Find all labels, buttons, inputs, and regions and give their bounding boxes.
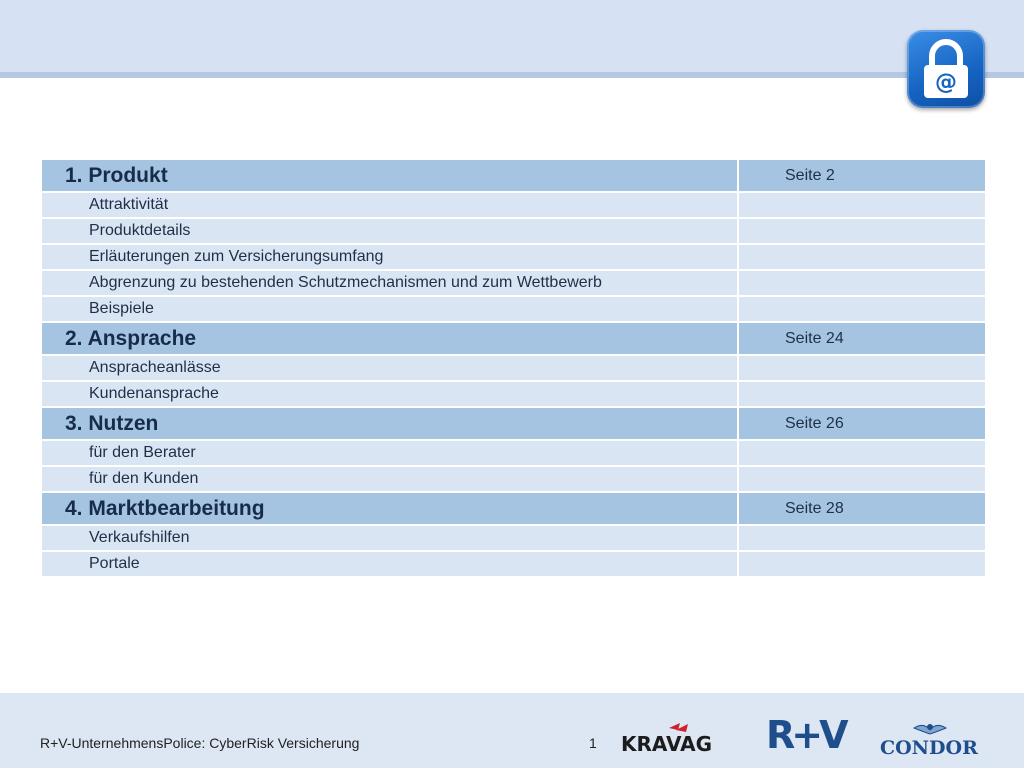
toc-item-label: Abgrenzung zu bestehenden Schutzmechanismen und zum Wettbewerb — [41, 270, 738, 296]
section-row — [41, 159, 986, 192]
toc-item-label: Beispiele — [41, 296, 738, 322]
header-divider — [0, 72, 1024, 78]
rv-logo — [766, 713, 852, 753]
toc-item-page — [738, 381, 986, 407]
toc-item-row — [41, 244, 986, 270]
toc-item-label: Erläuterungen zum Versicherungsumfang — [41, 244, 738, 270]
section-page: Seite 26 — [738, 407, 986, 440]
toc-item-label: Anspracheanlässe — [41, 355, 738, 381]
toc-item-page — [738, 218, 986, 244]
toc-item-page — [738, 270, 986, 296]
toc-item-row — [41, 466, 986, 492]
section-page: Seite 28 — [738, 492, 986, 525]
footer-band — [0, 693, 1024, 768]
lock-at-icon — [907, 30, 985, 108]
toc-item-row — [41, 192, 986, 218]
toc-item-row — [41, 381, 986, 407]
condor-wordmark: CONDOR — [880, 737, 978, 758]
kravag-wordmark: KRAVAG — [621, 732, 713, 756]
condor-logo — [878, 718, 992, 758]
section-page: Seite 24 — [738, 322, 986, 355]
toc-item-page — [738, 244, 986, 270]
toc-item-row — [41, 296, 986, 322]
toc-item-page — [738, 466, 986, 492]
toc-item-label: Kundenansprache — [41, 381, 738, 407]
toc-item-row — [41, 440, 986, 466]
toc-item-page — [738, 551, 986, 577]
toc-item-row — [41, 355, 986, 381]
toc-item-label: Portale — [41, 551, 738, 577]
toc-item-row — [41, 551, 986, 577]
section-row — [41, 492, 986, 525]
header-band — [0, 0, 1024, 72]
footer-title: R+V-UnternehmensPolice: CyberRisk Versicherung — [40, 735, 360, 751]
toc-item-page — [738, 440, 986, 466]
toc-item-label: Verkaufshilfen — [41, 525, 738, 551]
kravag-logo — [620, 722, 734, 756]
section-page: Seite 2 — [738, 159, 986, 192]
page-number: 1 — [589, 735, 597, 751]
toc-item-label: Produktdetails — [41, 218, 738, 244]
toc-item-page — [738, 355, 986, 381]
section-row — [41, 407, 986, 440]
toc-item-label: Attraktivität — [41, 192, 738, 218]
toc-item-row — [41, 218, 986, 244]
section-row — [41, 322, 986, 355]
section-title: 1. Produkt — [41, 159, 738, 192]
table-of-contents — [40, 158, 987, 578]
section-title: 2. Ansprache — [41, 322, 738, 355]
toc-item-page — [738, 525, 986, 551]
toc-item-page — [738, 296, 986, 322]
rv-wordmark: R+V — [766, 713, 845, 753]
toc-item-row — [41, 525, 986, 551]
at-glyph: @ — [935, 70, 957, 95]
toc-item-page — [738, 192, 986, 218]
section-title: 4. Marktbearbeitung — [41, 492, 738, 525]
toc-item-label: für den Berater — [41, 440, 738, 466]
toc-item-row — [41, 270, 986, 296]
section-title: 3. Nutzen — [41, 407, 738, 440]
toc-item-label: für den Kunden — [41, 466, 738, 492]
